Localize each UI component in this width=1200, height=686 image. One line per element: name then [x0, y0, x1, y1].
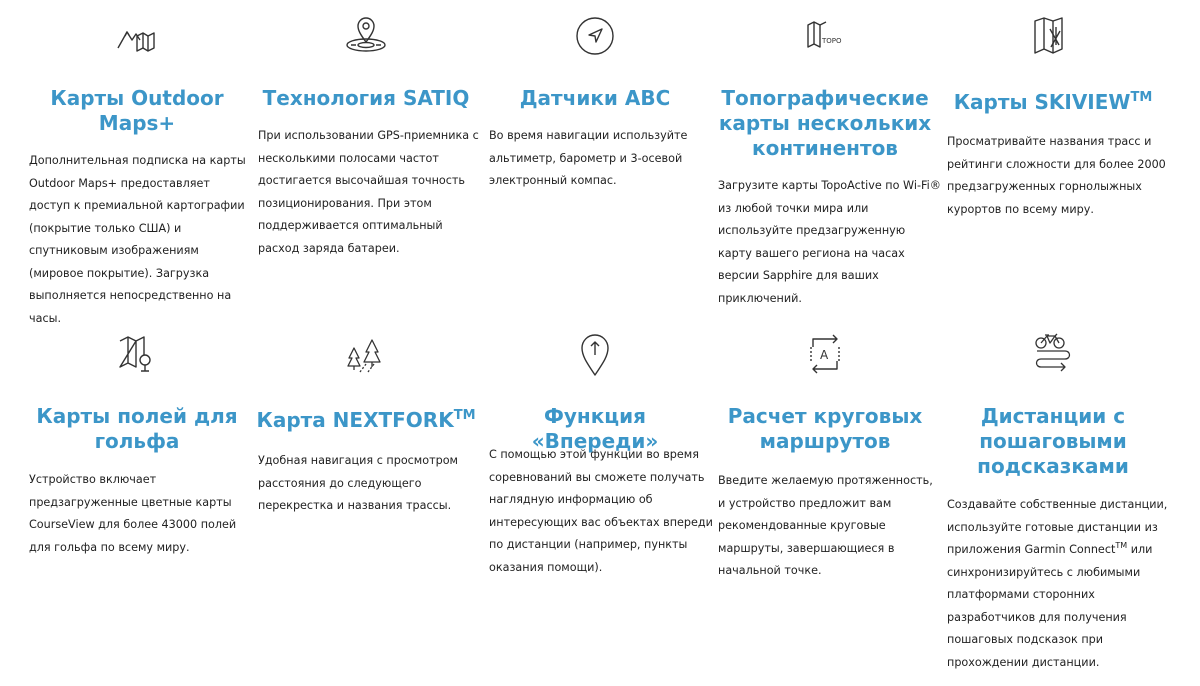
- description-part: или синхронизируйтесь с любимыми платформами сторонних разработчиков для получения пошаговых подсказок при прохождении дистанции.: [947, 543, 1153, 669]
- feature-title: Топографические карты нескольких континентов: [718, 86, 932, 160]
- description-part: Создавайте собственные дистанции, используйте готовые дистанции из приложения Garmin Connect: [947, 498, 1168, 556]
- forest-trail-icon: [251, 332, 481, 376]
- feature-description: Во время навигации используйте альтиметр, барометр и 3-осевой электронный компас.: [489, 129, 688, 187]
- topo-icon-label: TOPO: [822, 37, 842, 45]
- feature-title: [251, 408, 481, 433]
- mountain-map-icon: [22, 14, 252, 58]
- trademark-sup: TM: [1115, 541, 1128, 550]
- feature-description: Устройство включает предзагруженные цветные карты CourseView для более 43000 полей для гольфа по всему миру.: [29, 473, 237, 554]
- topo-map-icon: [710, 14, 940, 58]
- bike-course-icon: [938, 332, 1168, 376]
- trademark-sup: TM: [453, 408, 476, 423]
- round-trip-icon-label: A: [820, 348, 829, 362]
- feature-description: [947, 494, 1171, 674]
- golf-map-icon: [22, 332, 252, 376]
- feature-description: Введите желаемую протяженность, и устройство предложит вам рекомендованные круговые маршруты, завершающиеся в начальной точке.: [718, 474, 933, 577]
- trademark-sup: TM: [1130, 90, 1153, 105]
- ski-map-icon: [938, 14, 1168, 58]
- feature-title: Расчет круговых маршрутов: [727, 404, 923, 453]
- feature-description: Загрузите карты TopoActive по Wi-Fi® из любой точки мира или используйте предзагруженную карту вашего региона на часах версии Sapphire для ваших приключений.: [718, 179, 941, 305]
- feature-description: При использовании GPS-приемника с несколькими полосами частот достигается высочайшая точность позиционирования. При этом поддерживается оптимальный расход заряда батареи.: [258, 129, 479, 255]
- feature-description: С помощью этой функции во время соревнований вы сможете получать наглядную информацию об интересующих вас объектах впереди по дистанции (например, пункты оказания помощи).: [489, 448, 713, 574]
- feature-description: Удобная навигация с просмотром расстояния до следующего перекрестка и названия трассы.: [258, 454, 458, 512]
- feature-title-text: Карты SKIVIEW: [953, 90, 1131, 114]
- round-trip-icon: [710, 332, 940, 376]
- up-ahead-pin-icon: [480, 330, 710, 380]
- feature-description: Дополнительная подписка на карты Outdoor Maps+ предоставляет доступ к премиальной картографии (покрытие только США) и спутниковым изображениям (мировое покрытие). Загрузка выполняется непосредственно на часы.: [29, 154, 246, 325]
- feature-title: Карты Outdoor Maps+: [50, 86, 224, 135]
- feature-title: Технология SATIQ: [262, 86, 470, 110]
- compass-arrow-icon: [480, 14, 710, 58]
- satiq-location-pin-icon: [251, 14, 481, 58]
- feature-title: Карты полей для гольфа: [36, 404, 238, 453]
- feature-title: Функция «Впереди»: [531, 404, 659, 453]
- feature-title: Дистанции с пошаговыми подсказками: [977, 404, 1129, 478]
- feature-title: [938, 90, 1168, 115]
- feature-title-text: Карта NEXTFORK: [256, 408, 454, 432]
- feature-title: Датчики ABC: [519, 86, 671, 110]
- feature-description: Просматривайте названия трасс и рейтинги сложности для более 2000 предзагруженных горнолыжных курортов по всему миру.: [947, 135, 1166, 216]
